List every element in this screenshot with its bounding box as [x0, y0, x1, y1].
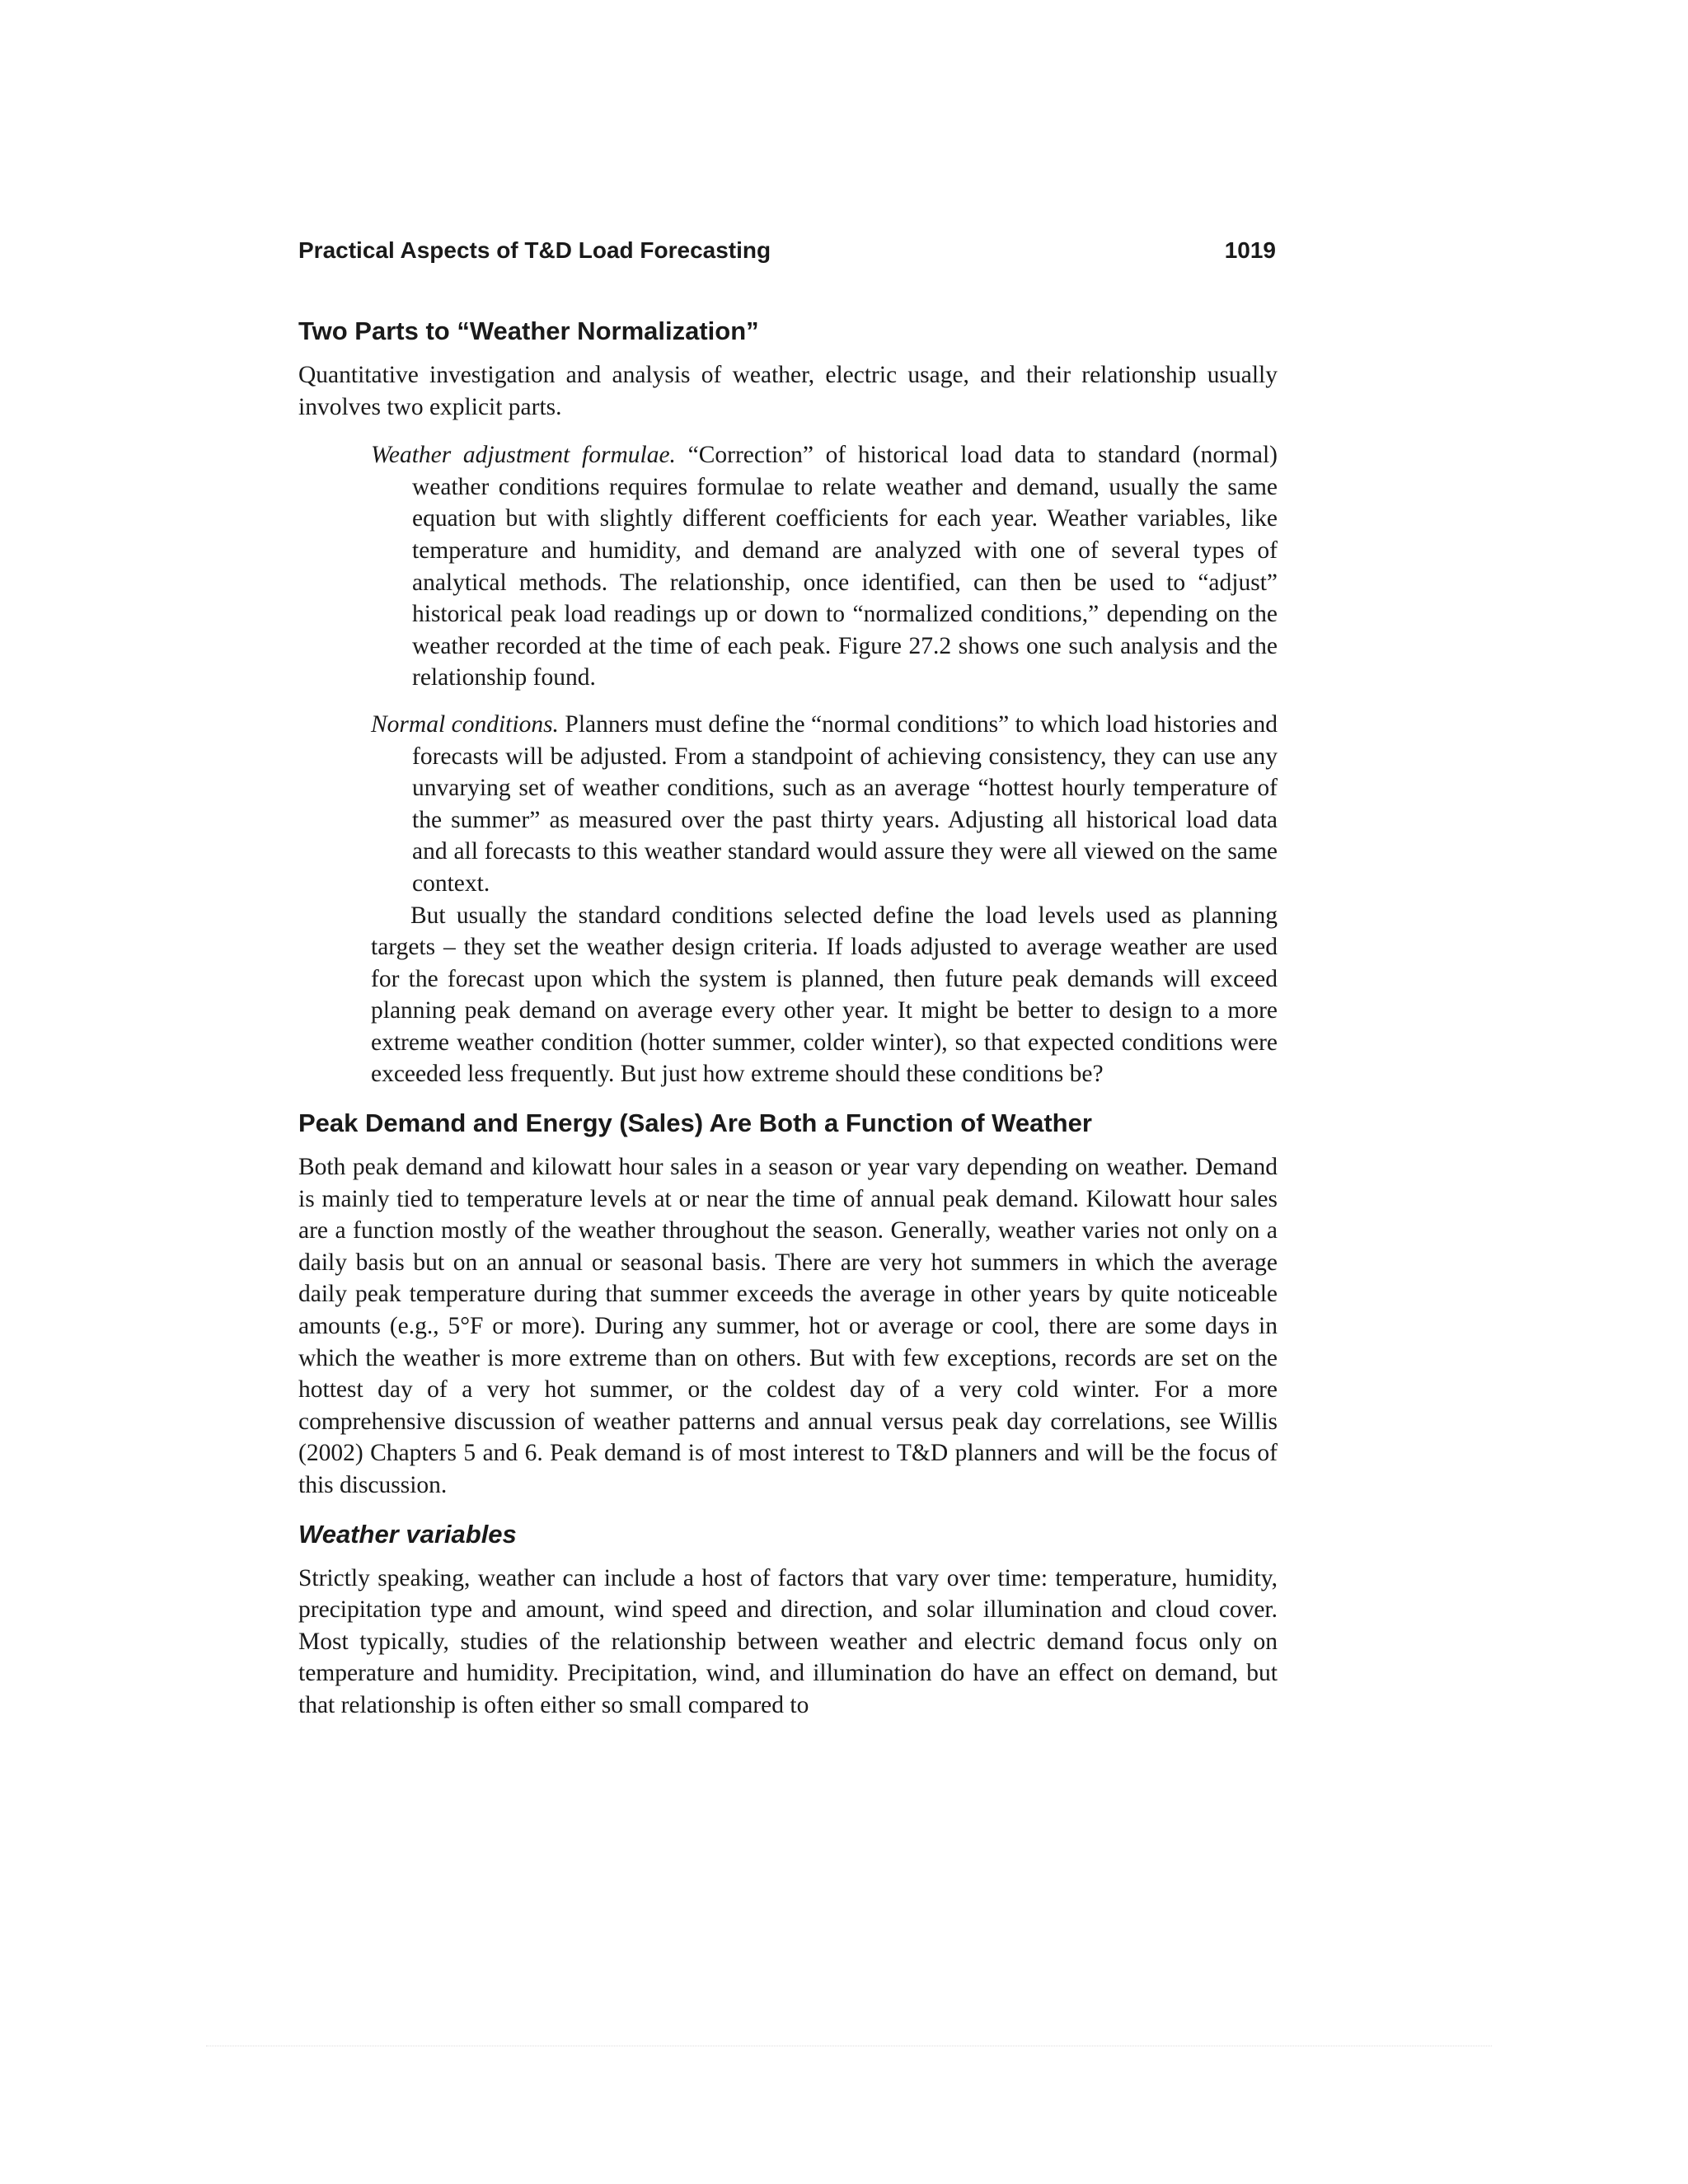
term-weather-adjustment-formulae: Weather adjustment formulae. — [371, 442, 676, 469]
list-item-continuation-paragraph: But usually the standard conditions selected define the load levels used as planning targets – they set the weather design criteria. If loads adjusted to average weather are used for the forecast upon which the system is planned, then future peak demands will exceed planning peak demand on average every other year. It might be better to design to a more extreme weather condition (hotter summer, colder winter), so that expected conditions were exceeded less frequently. But just how extreme should these conditions be? — [371, 902, 1278, 1088]
list-item-normal-conditions — [371, 709, 1278, 900]
list-item-text: Planners must define the “normal conditions” to which load histories and forecasts will be adjusted. From a standpoint of achieving consistency, they can use any unvarying set of weather conditions, such as an average “hottest hourly temperature of the summer” as measured over the past thirty years. Adjusting all historical load data and all forecasts to this weather standard would assure they were all viewed on the same context. — [412, 710, 1278, 897]
weather-variables-paragraph: Strictly speaking, weather can include a host of factors that vary over time: temperature, humidity, precipitation type and amount, wind speed and direction, and solar illumination and cloud cover. Most typically, studies of the relationship between weather and electric demand focus only on temperature and humidity. Precipitation, wind, and illumination do have an effect on demand, but that relationship is often either so small compared to — [298, 1564, 1278, 1718]
term-normal-conditions: Normal conditions. — [371, 710, 559, 738]
running-header — [298, 237, 1287, 270]
peak-demand-paragraph: Both peak demand and kilowatt hour sales in a season or year vary depending on weather. Demand is mainly tied to temperature levels at or near the time of annual peak demand. Kilowatt hour sales are a function mostly of the weather throughout the season. Generally, weather varies not only on a daily basis but on an annual or seasonal basis. There are very hot summers in which the average daily peak temperature during that summer exceeds the average in other years by quite noticeable amounts (e.g., 5°F or more). During any summer, hot or average or cool, there are some days in which the weather is more extreme than on others. But with few exceptions, records are set on the hottest day of a very hot summer, or the coldest day of a very cold winter. For a more comprehensive discussion of weather patterns and annual versus peak day correlations, see Willis (2002) Chapters 5 and 6. Peak demand is of most interest to T&D planners and will be the focus of this discussion. — [298, 1154, 1278, 1498]
page-number: 1019 — [1224, 237, 1276, 263]
list-item-weather-adjustment — [371, 439, 1278, 694]
subsection-heading-weather-variables: Weather variables — [298, 1519, 517, 1549]
page-body — [298, 315, 1278, 1722]
section-heading-weather-normalization: Two Parts to “Weather Normalization” — [298, 316, 759, 345]
section-intro-paragraph: Quantitative investigation and analysis of weather, electric usage, and their relationship usually involves two explicit parts. — [298, 362, 1278, 420]
list-item-text: “Correction” of historical load data to standard (normal) weather conditions requires formulae to relate weather and demand, usually the same equation but with slightly different coefficients for each year. Weather variables, like temperature and humidity, and demand are analyzed with one of several types of analytical methods. The relationship, once identified, can then be used to “adjust” historical peak load readings up or down to “normalized conditions,” depending on the weather recorded at the time of each peak. Figure 27.2 shows one such analysis and the relationship found. — [412, 442, 1278, 691]
section-heading-peak-demand: Peak Demand and Energy (Sales) Are Both a Function of Weather — [298, 1108, 1092, 1138]
scan-artifact-line — [206, 2042, 1492, 2046]
running-header-title: Practical Aspects of T&D Load Forecasting — [298, 237, 771, 263]
